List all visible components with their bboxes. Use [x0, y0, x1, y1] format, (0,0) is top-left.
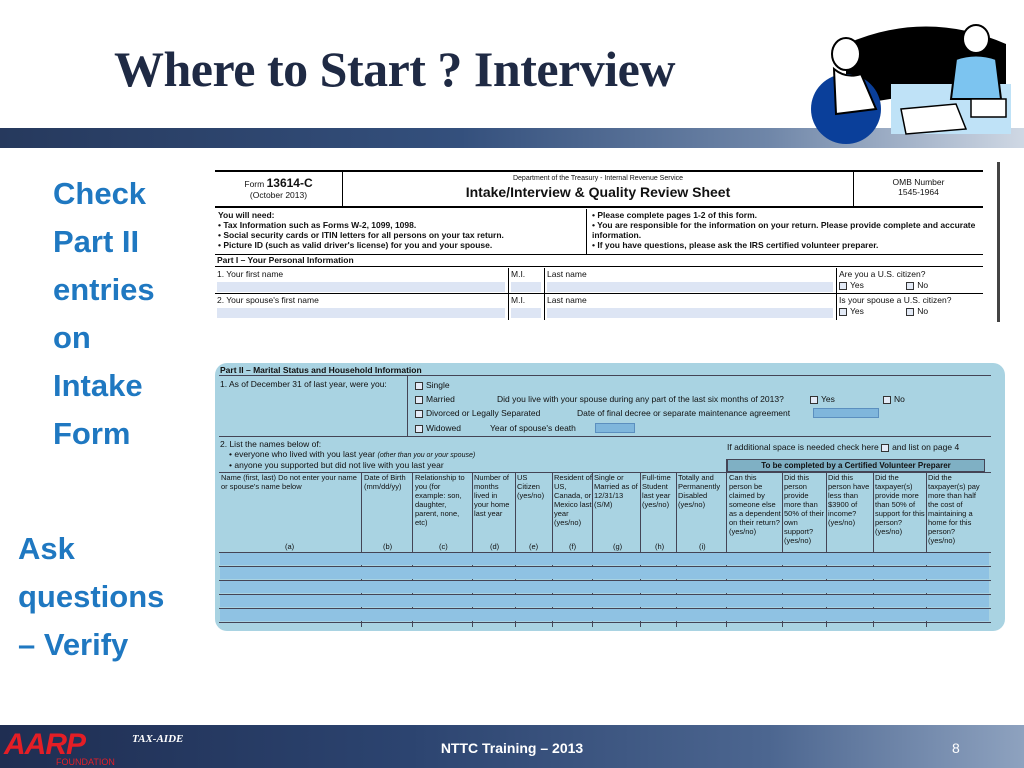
col-tag: (e)	[529, 542, 539, 551]
single-label: Single	[426, 380, 450, 390]
col-header: Totally and Permanently Disabled (yes/no)	[678, 473, 721, 509]
col-tag: (c)	[439, 542, 448, 551]
single-checkbox[interactable]	[415, 382, 423, 390]
divorced-label: Divorced or Legally Separated	[426, 408, 541, 418]
image-edge	[997, 162, 1000, 322]
q2a-note: (other than you or your spouse)	[377, 452, 476, 459]
mi-cell[interactable]	[509, 268, 545, 294]
divorce-date-label: Date of final decree or separate maintenance agreement	[577, 408, 791, 418]
table-row[interactable]	[220, 553, 989, 565]
divorced-checkbox[interactable]	[415, 410, 423, 418]
col-tag: (f)	[569, 542, 577, 551]
form-row	[215, 268, 983, 294]
q2-label: 2. List the names below of:	[220, 439, 322, 449]
col-header: Name (first, last) Do not enter your name or spouse's name below	[221, 473, 357, 491]
extra-space-label: If additional space is needed check here	[727, 442, 879, 452]
yes-checkbox[interactable]	[839, 308, 847, 316]
no-label: No	[917, 280, 929, 290]
col-header: Did the taxpayer(s) pay more than half the cost of maintaining a home for this person? (yes/no)	[928, 473, 980, 545]
need-title: You will need:	[218, 210, 275, 220]
q1-label: 1. As of December 31 of last year, were you:	[220, 379, 387, 389]
col-tag: (d)	[490, 542, 500, 551]
col-header: Resident of US, Canada, or Mexico last year (yes/no)	[554, 473, 592, 527]
q2a: • everyone who lived with you last year	[229, 449, 376, 459]
spouse-mi-cell[interactable]	[509, 294, 545, 320]
col-header: Number of months lived in your home last year	[474, 473, 510, 518]
omb-number: 1545-1964	[898, 187, 939, 197]
instruction: • Please complete pages 1-2 of this form.	[592, 210, 757, 220]
mi-label: M.I.	[511, 269, 526, 279]
no-checkbox[interactable]	[883, 396, 891, 404]
aarp-logo: AARP	[4, 728, 86, 761]
col-header: Did the taxpayer(s) provide more than 50% of support for this person? (yes/no)	[875, 473, 925, 536]
omb-block	[853, 172, 983, 208]
no-label: No	[894, 394, 905, 404]
interview-clipart-icon	[806, 14, 1020, 148]
slide-number: 8	[952, 740, 960, 756]
instruction: • If you have questions, please ask the IRS certified volunteer preparer.	[592, 240, 879, 250]
form-label: Form	[244, 179, 265, 189]
left-line: Intake	[53, 368, 143, 403]
part1-title: Part I – Your Personal Information	[215, 254, 983, 267]
married-checkbox[interactable]	[415, 396, 423, 404]
col-header: Full-time Student last year (yes/no)	[642, 473, 671, 509]
col-header: US Citizen (yes/no)	[517, 473, 545, 500]
mi-label: M.I.	[511, 295, 526, 305]
widowed-label: Widowed	[426, 423, 461, 433]
form-title-block	[343, 172, 853, 208]
table-row[interactable]	[220, 567, 989, 579]
part2-title: Part II – Marital Status and Household Information	[220, 365, 422, 375]
agency: Department of the Treasury - Internal Revenue Service	[512, 175, 684, 182]
col-tag: (i)	[699, 542, 706, 551]
ask-questions-text	[18, 525, 164, 669]
cvp-header: To be completed by a Certified Volunteer Preparer	[727, 459, 985, 472]
instructions	[588, 209, 983, 255]
yes-checkbox[interactable]	[839, 282, 847, 290]
spouse-last-name-cell[interactable]	[545, 294, 837, 320]
yes-checkbox[interactable]	[810, 396, 818, 404]
col-header: Date of Birth (mm/dd/yy)	[364, 473, 406, 491]
tax-aide-label: TAX-AIDE	[132, 733, 184, 745]
no-label: No	[917, 306, 929, 316]
slide-title: Where to Start ? Interview	[114, 41, 675, 97]
instruction: • You are responsible for the information on your return. Please provide complete and accurate information.	[592, 220, 976, 240]
col-tag: (g)	[613, 542, 623, 551]
form-title: Intake/Interview & Quality Review Sheet	[465, 184, 731, 200]
col-tag: (a)	[285, 542, 295, 551]
citizen-question: Is your spouse a U.S. citizen?	[839, 295, 952, 305]
col-header: Can this person be claimed by someone else as a dependent on their return? (yes/no)	[729, 473, 781, 536]
table-row[interactable]	[220, 609, 989, 621]
yes-label: Yes	[821, 394, 835, 404]
part2-marital-status	[215, 363, 1005, 631]
col-header: Did this person have less than $3900 of income? (yes/no)	[828, 473, 870, 527]
left-line: Part II	[53, 224, 140, 259]
last-name-label: Last name	[547, 295, 587, 305]
first-name-cell[interactable]	[215, 268, 509, 294]
extra-space-label-2: and list on page 4	[892, 442, 960, 452]
citizen-cell	[837, 268, 983, 294]
no-checkbox[interactable]	[906, 308, 914, 316]
yes-label: Yes	[850, 306, 864, 316]
spouse-first-name-label: 2. Your spouse's first name	[217, 295, 319, 305]
q2b: • anyone you supported but did not live with you last year	[229, 460, 444, 470]
no-checkbox[interactable]	[906, 282, 914, 290]
last-name-cell[interactable]	[545, 268, 837, 294]
left-line: entries	[53, 272, 155, 307]
death-year-label: Year of spouse's death	[490, 423, 576, 433]
last-name-label: Last name	[547, 269, 587, 279]
form-date: (October 2013)	[249, 190, 308, 200]
omb-label: OMB Number	[892, 177, 945, 187]
married-question: Did you live with your spouse during any part of the last six months of 2013?	[497, 394, 784, 404]
widowed-checkbox[interactable]	[415, 425, 423, 433]
table-row[interactable]	[220, 595, 989, 607]
need-item: • Social security cards or ITIN letters for all persons on your tax return.	[218, 230, 504, 240]
check-part2-text	[53, 170, 155, 458]
you-will-need	[215, 209, 587, 255]
col-tag: (b)	[383, 542, 393, 551]
need-item: • Tax Information such as Forms W-2, 1099, 1098.	[218, 220, 417, 230]
divorce-date-input[interactable]	[813, 408, 879, 418]
col-header: Relationship to you (for example: son, daughter, parent, none, etc)	[415, 473, 465, 527]
form-id	[215, 172, 343, 208]
left-line: on	[53, 320, 91, 355]
col-header: Single or Married as of 12/31/13 (S/M)	[594, 473, 638, 509]
married-label: Married	[426, 394, 455, 404]
form-13614c-header	[215, 165, 983, 321]
left-line: Ask	[18, 531, 75, 566]
form-number: 13614-C	[266, 176, 313, 190]
death-year-input[interactable]	[595, 423, 635, 433]
col-header: Did this person provide more than 50% of their own support? (yes/no)	[784, 473, 825, 545]
col-tag: (h)	[655, 542, 665, 551]
footer-title: NTTC Training – 2013	[440, 740, 584, 756]
spouse-citizen-cell	[837, 294, 983, 320]
extra-space-checkbox[interactable]	[881, 444, 889, 452]
form-row	[215, 294, 983, 320]
yes-label: Yes	[850, 280, 864, 290]
citizen-question: Are you a U.S. citizen?	[839, 269, 926, 279]
left-line: Check	[53, 176, 147, 211]
first-name-label: 1. Your first name	[217, 269, 284, 279]
left-line: – Verify	[18, 627, 129, 662]
need-item: • Picture ID (such as valid driver's license) for you and your spouse.	[218, 240, 493, 250]
spouse-first-name-cell[interactable]	[215, 294, 509, 320]
left-line: questions	[18, 579, 165, 614]
table-row[interactable]	[220, 581, 989, 593]
left-line: Form	[53, 416, 131, 451]
aarp-foundation-label: FOUNDATION	[56, 757, 115, 767]
form-header	[215, 170, 983, 208]
